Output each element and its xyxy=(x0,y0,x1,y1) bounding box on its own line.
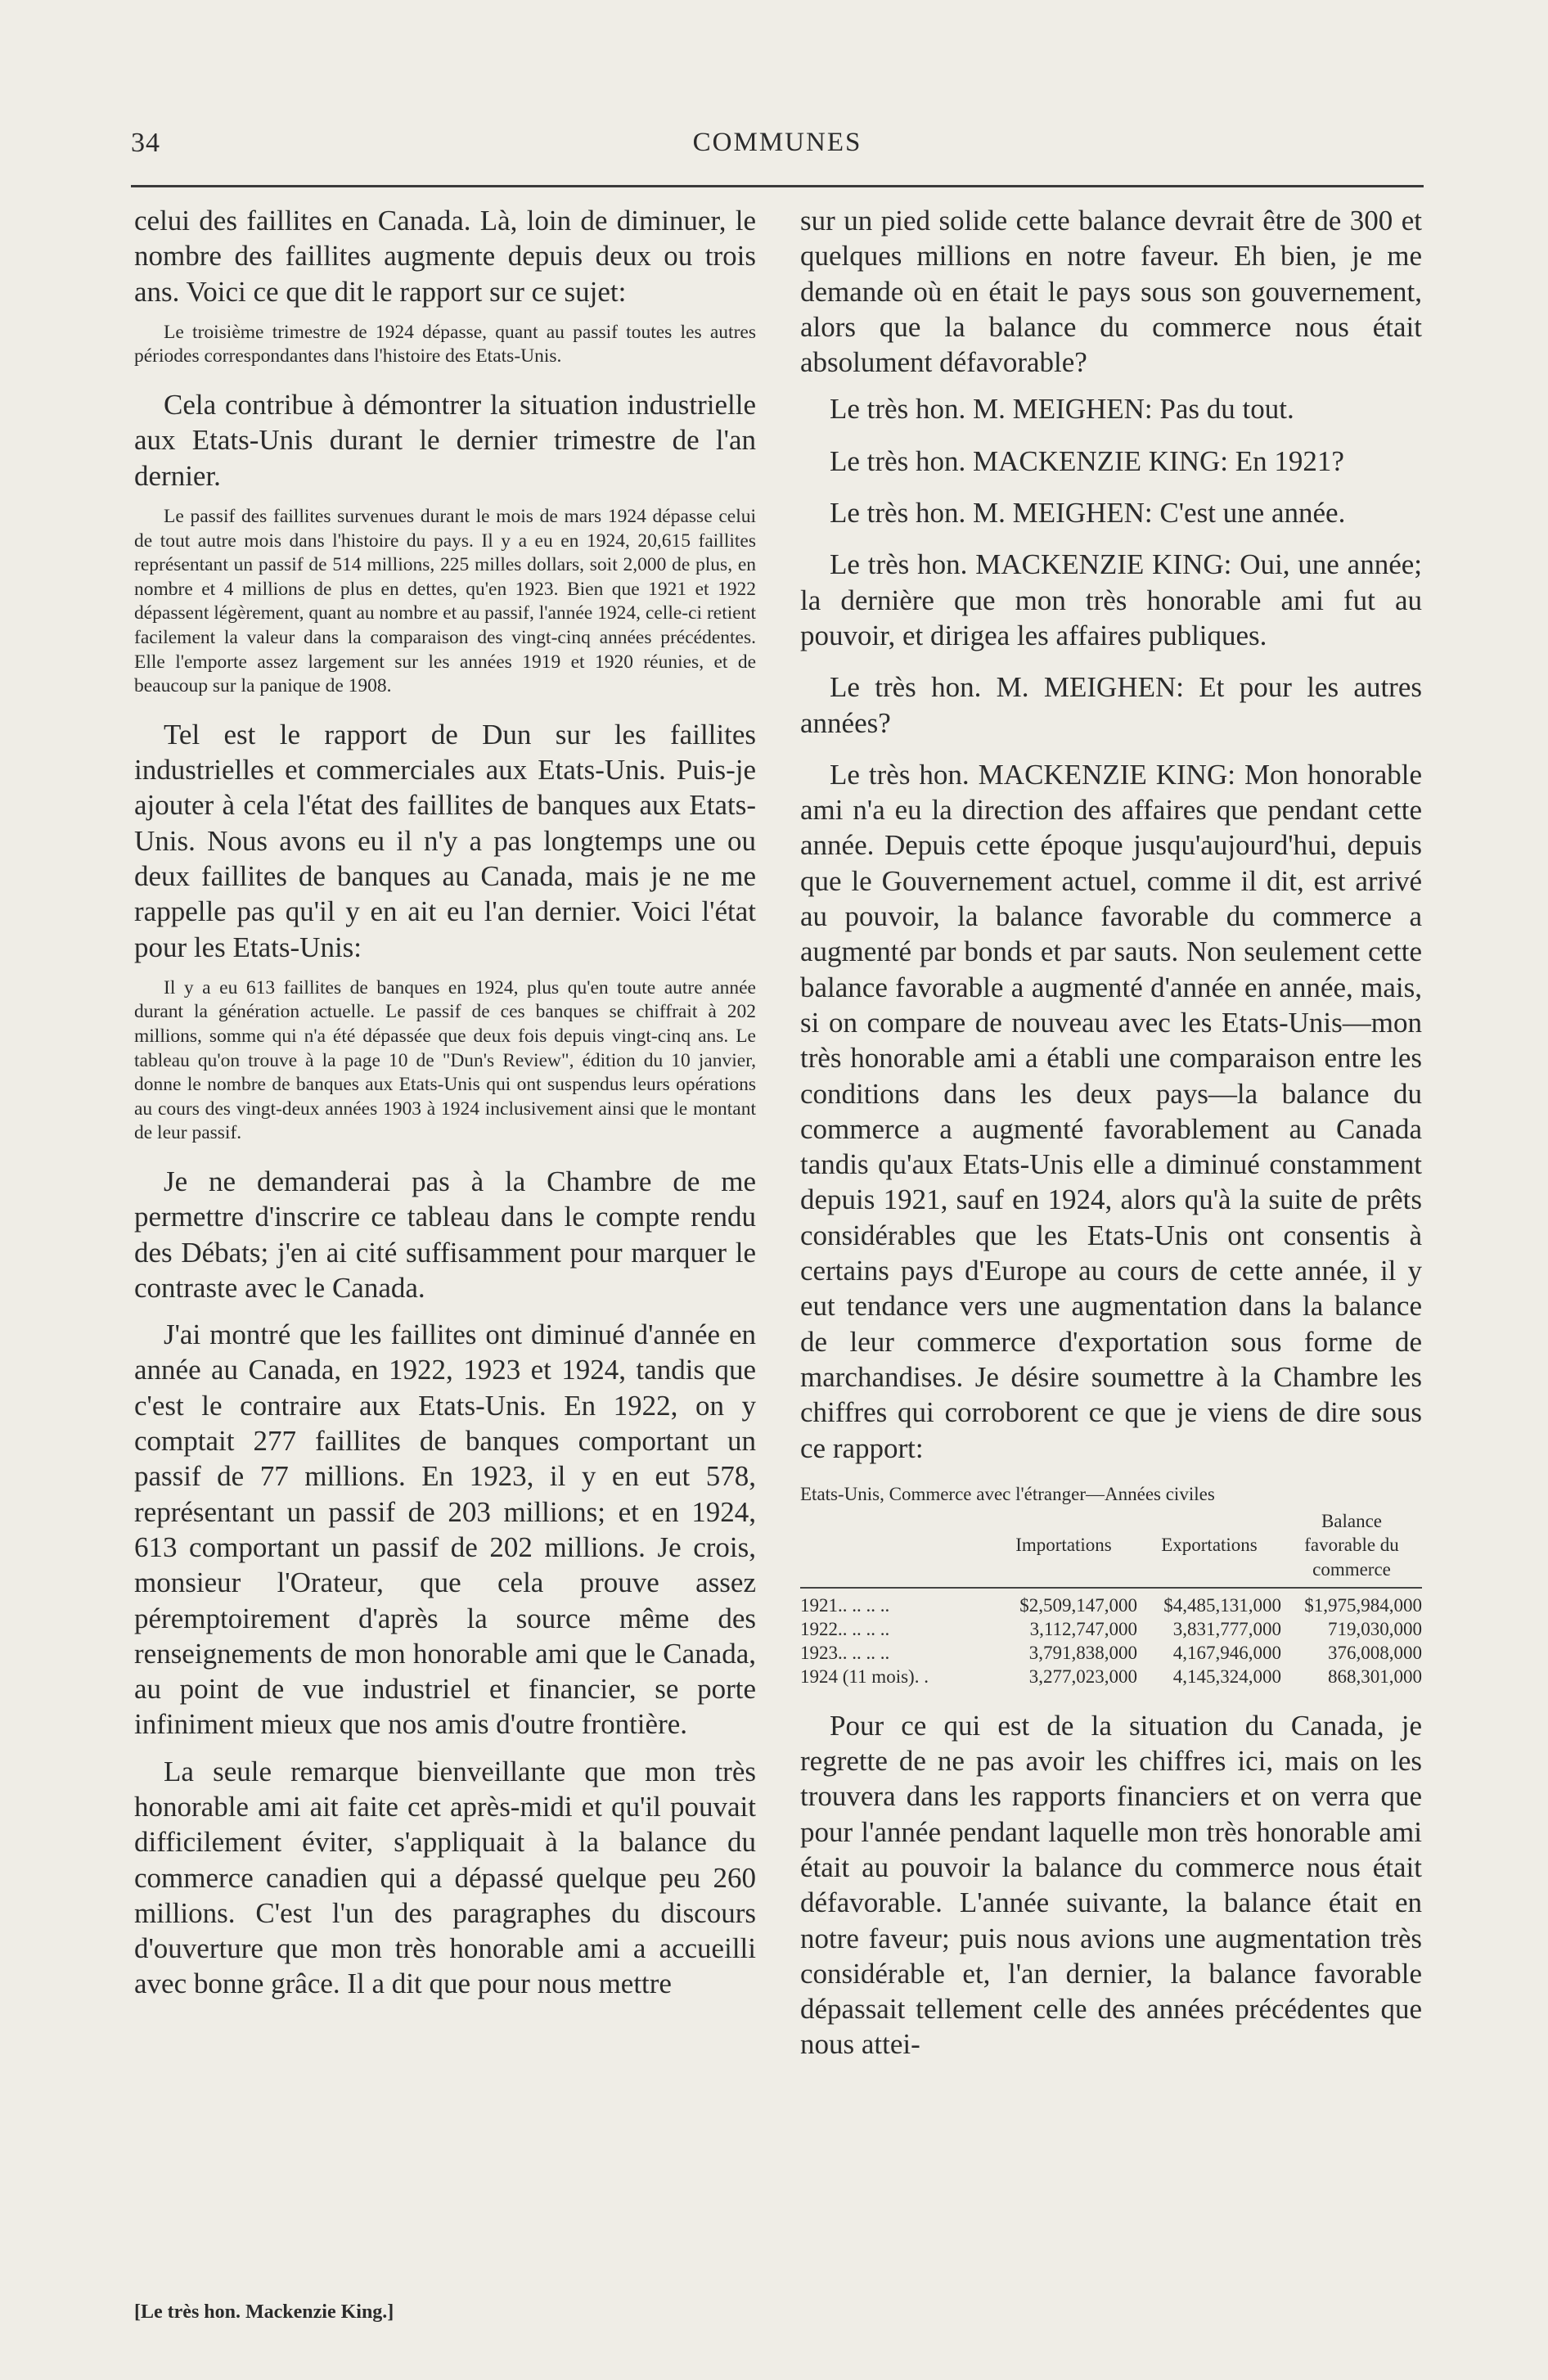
table-rule xyxy=(800,1587,1422,1589)
table-caption: Etats-Unis, Commerce avec l'étranger—Années civiles xyxy=(800,1483,1215,1504)
right-column xyxy=(800,203,1422,2074)
speech-meighen: Le très hon. M. MEIGHEN: Pas du tout. xyxy=(830,393,1294,426)
table-cell-imports: 3,112,747,000 xyxy=(1029,1618,1137,1639)
table-cell-imports: 3,277,023,000 xyxy=(1028,1666,1137,1687)
speech-king: Le très hon. MACKENZIE KING: Mon honorable ami n'a eu la direction des affaires que pendant cette année. Depuis cette époque jusqu'aujourd'hui, depuis que le Gouvernement actuel, comme il dit, est arrivé au pouvoir, la balance favorable du commerce a augmenté par bonds et par sauts. Non seulement cette balance favorable a augmenté d'année en année, mais, si on compare de nouveau avec les Etats-Unis—mon très honorable ami a établi une comparaison entre les conditions dans les deux pays—la balance du commerce a augmenté favorablement au Canada tandis qu'aux Etats-Unis elle a diminué constamment depuis 1921, sauf en 1924, alors qu'à la suite de prêts considérables que les Etats-Unis ont consentis à certains pays d'Europe au cours de cette année, il y eut tendance vers une augmentation dans la balance de leur commerce d'exportation sous forme de marchandises. Je désire soumettre à la Chambre les chiffres qui corroborent ce que je viens de dire sous ce rapport: xyxy=(800,758,1422,1464)
paragraph: Tel est le rapport de Dun sur les faillites industrielles et commerciales aux Etats-Unis. Puis-je ajouter à cela l'état des faillites de banques aux Etats-Unis. Nous avons eu il n'y a pas longtemps une ou deux faillites de banques au Canada, mais je ne me rappelle pas qu'il y en ait eu l'an dernier. Voici l'état pour les Etats-Unis: xyxy=(134,718,756,963)
quotation: Le troisième trimestre de 1924 dépasse, quant au passif toutes les autres périodes correspondantes dans l'histoire des Etats-Unis. xyxy=(134,321,756,367)
quotation: Il y a eu 613 faillites de banques en 1924, plus qu'en toute autre année durant la génération actuelle. Le passif de ces banques se chiffrait à 202 millions, somme qui n'a été dépassée que deux fois depuis vingt-cinq ans. Le tableau qu'on trouve à la page 10 de "Dun's Review", édition du 10 janvier, donne le nombre de banques aux Etats-Unis qui ont suspendus leurs opérations au cours des vingt-deux années 1903 à 1924 inclusivement ainsi que le montant de leur passif. xyxy=(134,976,756,1144)
table-cell-balance: 376,008,000 xyxy=(1328,1642,1422,1663)
speaker-footer: [Le très hon. Mackenzie King.] xyxy=(134,2301,394,2323)
table-cell-imports: $2,509,147,000 xyxy=(1019,1594,1137,1616)
column-header-imports: Importations xyxy=(1015,1534,1112,1555)
table-cell-year: 1921.. .. .. .. xyxy=(800,1594,890,1616)
table-cell-exports: 4,167,946,000 xyxy=(1172,1642,1281,1663)
table-cell-year: 1922.. .. .. .. xyxy=(800,1618,890,1639)
paragraph: Pour ce qui est de la situation du Canada, je regrette de ne pas avoir les chiffres ici, mais on les trouvera dans les rapports financiers et on verra que pour l'année pendant laquelle mon très honorable ami était au pouvoir la balance du commerce nous était défavorable. L'année suivante, la balance était en notre faveur; puis nous avions une augmentation très considérable et, l'an dernier, la balance favorable dépassait tellement celle des années précédentes que nous attei- xyxy=(800,1709,1422,2061)
column-header-balance-top: Balance xyxy=(1321,1510,1383,1531)
speech-king: Le très hon. MACKENZIE KING: Oui, une année; la dernière que mon très honorable ami fut au pouvoir, et dirigea les affaires publiques. xyxy=(800,548,1422,651)
column-header-balance: favorable du commerce xyxy=(1304,1534,1399,1580)
speech-meighen: Le très hon. M. MEIGHEN: Et pour les autres années? xyxy=(800,671,1422,739)
quotation: Le passif des faillites survenues durant le mois de mars 1924 dépasse celui de tout autre mois dans l'histoire du pays. Il y a eu en 1924, 20,615 faillites représentant un passif de 514 millions, 225 milles dollars, soit 2,000 de plus, en nombre et 4 millions de plus en dettes, qu'en 1923. Bien que 1921 et 1922 dépassent légèrement, quant au nombre et au passif, l'année 1924, celle-ci retient facilement la valeur dans la comparaison des vingt-cinq années précédentes. Elle l'emporte assez largement sur les années 1919 et 1920 réunies, et de beaucoup sur la panique de 1908. xyxy=(134,505,756,697)
speech-king: Le très hon. MACKENZIE KING: En 1921? xyxy=(830,444,1344,477)
running-title: COMMUNES xyxy=(692,128,862,157)
page-header xyxy=(131,123,1424,169)
paragraph: Cela contribue à démontrer la situation industrielle aux Etats-Unis durant le dernier trimestre de l'an dernier. xyxy=(134,389,756,492)
paragraph: sur un pied solide cette balance devrait être de 300 et quelques millions en notre faveur. Eh bien, je me demande où en était le pays sous son gouvernement, alors que la balance du commerce nous était absolument défavorable? xyxy=(800,205,1422,379)
left-column xyxy=(134,203,756,2013)
paragraph: J'ai montré que les faillites ont diminué d'année en année au Canada, en 1922, 1923 et 1924, tandis que c'est le contraire aux Etats-Unis. En 1922, on y comptait 277 faillites de banques comportant un passif de 77 millions. En 1923, il y en eut 578, représentant un passif de 203 millions; et en 1924, 613 comportant un passif de 202 millions. Je crois, monsieur l'Orateur, que cela prouve assez péremptoirement d'après la source même des renseignements de mon honorable ami que le Canada, au point de vue industriel et financier, se porte infiniment mieux que nos amis d'outre frontière. xyxy=(134,1318,756,1741)
paragraph: celui des faillites en Canada. Là, loin de diminuer, le nombre des faillites augmente depuis deux ou trois ans. Voici ce que dit le rapport sur ce sujet: xyxy=(134,205,756,308)
page-number: 34 xyxy=(131,128,160,158)
table-cell-year: 1924 (11 mois). . xyxy=(800,1666,929,1687)
trade-table xyxy=(800,1482,1422,1688)
table-cell-imports: 3,791,838,000 xyxy=(1028,1642,1137,1663)
table-cell-year: 1923.. .. .. .. xyxy=(800,1642,890,1663)
table-cell-balance: $1,975,984,000 xyxy=(1304,1594,1422,1616)
table-cell-balance: 868,301,000 xyxy=(1328,1666,1422,1687)
table-cell-exports: $4,485,131,000 xyxy=(1163,1594,1281,1616)
table-cell-exports: 3,831,777,000 xyxy=(1172,1618,1281,1639)
paragraph: La seule remarque bienveillante que mon très honorable ami ait faite cet après-midi et qu'il pouvait difficilement éviter, s'appliquait à la balance du commerce canadien qui a dépassé quelque peu 260 millions. C'est l'un des paragraphes du discours d'ouverture que mon très honorable ami a accueilli avec bonne grâce. Il a dit que pour nous mettre xyxy=(134,1755,756,2000)
header-rule xyxy=(131,185,1424,187)
table-cell-balance: 719,030,000 xyxy=(1328,1618,1422,1639)
speech-meighen: Le très hon. M. MEIGHEN: C'est une année. xyxy=(830,497,1346,530)
paragraph: Je ne demanderai pas à la Chambre de me permettre d'inscrire ce tableau dans le compte rendu des Débats; j'en ai cité suffisamment pour marquer le contraste avec le Canada. xyxy=(134,1165,756,1304)
table-grid xyxy=(800,1509,1422,1688)
column-header-exports: Exportations xyxy=(1161,1534,1258,1555)
table-cell-exports: 4,145,324,000 xyxy=(1172,1666,1281,1687)
